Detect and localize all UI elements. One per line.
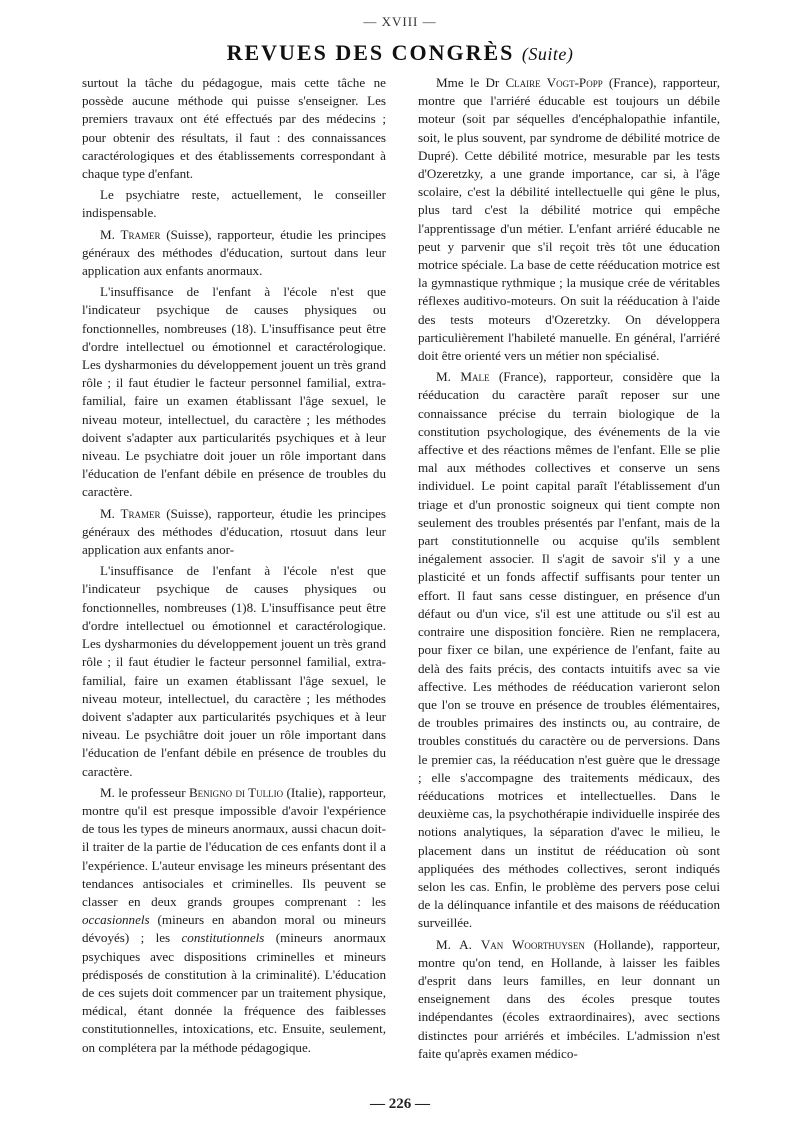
section-title: REVUES DES CONGRÈS: [226, 40, 515, 65]
paragraph: M. Male (France), rapporteur, considère que la rééducation du caractère paraît reposer sur une connaissance précise du terrain biologique de la constitution psychologique, des événements de la vie affective et des réactions mêmes de l'enfant. Elle se plie mal aux méthodes collectives et conserve un sens individuel. Le point capital paraît l'établissement d'un triage et d'un pronostic soigneux qui tient compte non seulement des troubles présentés par l'enfant, mais de la part constitutionnelle ou acquise qu'ils semblent inégalement associer. Il s'agit de savoir s'il y a une plasticité et un fonds affectif suffisants pour tenter un effort. Il faut sans cesse distinguer, en présence d'un défaut ou d'un vice, s'il est une attitude ou s'il est au contraire une disposition foncière. Rien ne remplacera, pour fixer ce bilan, une expérience de l'enfant, faite au delà des faits précis, des contacts intuitifs avec sa vie affective. Les méthodes de rééducation varieront selon que l'on se trouve en présence de troubles élémentaires, de troubles primaires des instincts ou, au contraire, de troubles constitués du caractère ou de perversions. Dans le premier cas, la rééducation n'est guère que le dressage ; elle s'accompagne des traitements médicaux, des rééducations motrices et intellectuelles. Dans le deuxième cas, la psychothérapie individuelle inspirée des notions analytiques, la séparation d'avec le milieu, le placement dans un institut de rééducation où sont appliquées des méthodes collectives, seront indiqués selon les cas. Enfin, le problème des pervers pose celui de la délinquance infantile et des maisons de rééducation surveillée.: [418, 369, 720, 931]
roman-page-number: — XVIII —: [363, 14, 437, 29]
speaker-name: Benigno di Tullio: [188, 784, 284, 800]
paragraph: Mme le Dr Claire Vogt-Popp (France), rapporteur, montre que l'arriéré éducable est toujours un débile moteur (soit par séquelles d'encéphalopathie infantile, soit, le plus souvent, par syndrome de débilité motrice de Dupré). Cette débilité motrice, mesurable par les tests d'Ozeretzky, a une grande importance, car si, à l'âge scolaire, c'est la débilité intellectuelle qui gêne le plus, plus tard c'est la débilité motrice qui empêche l'apprentissage d'un métier. L'enfant arriéré éducable ne peut y parvenir que s'il reçoit très tôt une éducation motrice spéciale. La base de cette rééducation motrice est la gymnastique rythmique ; la musique crée de véritables réflexes auditivo-moteurs. On suit la rééducation à l'aide des tests moteurs d'Ozeretzky. On développera particulièrement l'habileté manuelle. En général, l'arriéré doit être orienté vers un métier non spécialisé.: [418, 75, 720, 364]
paragraph: M. Tramer (Suisse), rapporteur, étudie les principes généraux des méthodes d'éducation, surtout dans leur application aux enfants anormaux.: [82, 226, 386, 279]
running-title: [0, 40, 800, 66]
speaker-name: Male: [460, 369, 490, 385]
paragraph: surtout la tâche du pédagogue, mais cette tâche ne possède aucune méthode qui puisse s'enseigner. Les premiers travaux ont été effectués par des médecins ; pour obtenir des résultats, il faut : des connaissances caractérologiques et des établissements correspondant à chaque type d'enfant.: [82, 75, 386, 182]
speaker-name: Tramer: [120, 226, 161, 242]
paragraph: M. Tramer (Suisse), rapporteur, étudie les principes généraux des méthodes d'éducation, rtosuut dans leur application aux enfants anor-: [82, 505, 386, 558]
italic-term: constitutionnels: [181, 930, 265, 946]
left-column: [82, 74, 386, 1057]
speaker-name: Van Woorthuysen: [480, 936, 585, 952]
page-number: — 226 —: [370, 1096, 430, 1112]
paragraph: M. A. Van Woorthuysen (Hollande), rapporteur, montre qu'on tend, en Hollande, à laisser les faibles d'esprit dans leurs familles, en leur donnant un enseignement dans des écoles presque toutes indépendantes (écoles extraordinaires), avec sections distinctes pour arriérés et imbéciles. L'admission n'est faite qu'après examen médico-: [418, 936, 720, 1061]
italic-term: occasionnels: [82, 912, 150, 928]
speaker-name: Claire Vogt-Popp: [505, 75, 603, 90]
speaker-name: Tramer: [120, 505, 161, 521]
paragraph: L'insuffisance de l'enfant à l'école n'est que l'indicateur psychique de causes physiques ou fonctionnelles, nombreuses (18). L'insuffisance peut être d'ordre intellectuel ou émotionnel et caractérologique. Les dysharmonies du développement jouent un très grand rôle ; il faut étudier le facteur personnel familial, extra-familial, faire un examen établissant l'âge sexuel, le niveau moteur, intellectuel, du caractère ; les méthodes doivent s'adapter aux particularités psychiques et à leur niveau. Le psychiatre doit jouer un rôle important dans l'éducation de l'enfant débile en présence de troubles du caractère.: [82, 284, 386, 500]
paragraph: M. le professeur Benigno di Tullio (Italie), rapporteur, montre qu'il est presque impossible d'avoir l'expérience de tous les types de mineurs anormaux, aussi chacun doit-il traiter de la partie de l'éducation de ces enfants dont il a l'expérience. L'auteur envisage les mineurs présentant des tendances antisociales et criminelles. Ils peuvent se classer en deux grands groupes comprenant : les occasionnels (mineurs en abandon moral ou mineurs dévoyés) ; les constitutionnels (mineurs anormaux psychiques avec dispositions criminelles et mineurs prédisposés de constitution à la criminalité). L'éducation de ces sujets doit commencer par un traitement physique, médical, étant donnée la fréquence des faiblesses constitutionnelles, intoxications, etc. Ensuite, seulement, on complétera par la méthode pédagogique.: [82, 784, 386, 1055]
paragraph: Le psychiatre reste, actuellement, le conseiller indispensable.: [82, 187, 386, 221]
right-column: [418, 74, 720, 1063]
section-title-suffix: (Suite): [521, 44, 574, 64]
paragraph: L'insuffisance de l'enfant à l'école n'est que l'indicateur psychique de causes physiques ou fonctionnelles, nombreuses (1)8. L'insuffisance peut être d'ordre intellectuel ou émotionnel et caractérologique. Les dysharmonies du développement jouent un très grand rôle ; il faut étudier le facteur personnel familial, extra-familial, faire un examen établissant l'âge sexuel, le niveau moteur, intellectuel, du caractère ; les méthodes doivent s'adapter aux particularités psychiques et à leur niveau. Le psychiâtre doit jouer un rôle important dans l'éducation de l'enfant débile en présence de troubles du caractère.: [82, 563, 386, 779]
